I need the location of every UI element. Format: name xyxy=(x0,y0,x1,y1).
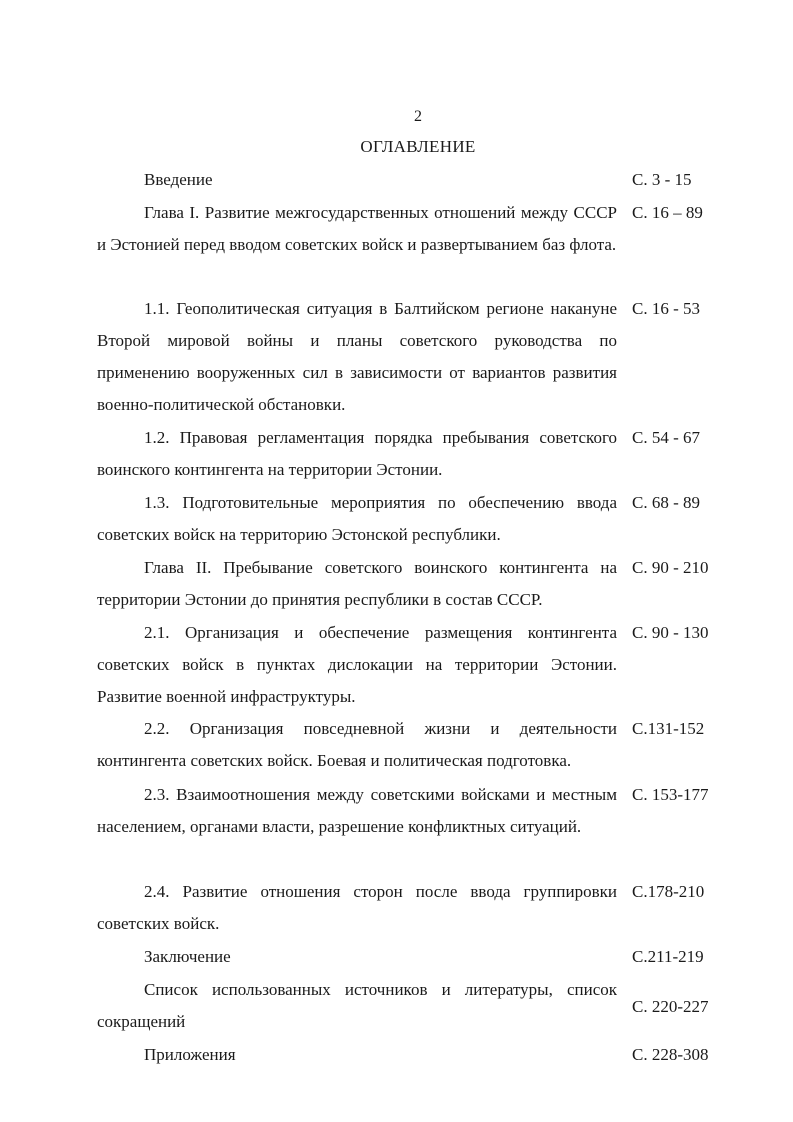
toc-entry-text: Введение xyxy=(144,170,213,189)
toc-entry-text: Глава II. Пребывание советского воинского контингента на территории Эстонии до принятия республики в состав СССР. xyxy=(97,558,617,609)
toc-entry-pages: С. 3 - 15 xyxy=(632,170,692,189)
toc-entry-pages: С. 16 - 53 xyxy=(632,299,700,318)
toc-entry-pages: С. 228-308 xyxy=(632,1045,709,1064)
toc-entry-pages: С. 68 - 89 xyxy=(632,493,700,512)
toc-entry-pages: С. 90 - 130 xyxy=(632,623,709,642)
toc-entry-text: Глава I. Развитие межгосударственных отношений между СССР и Эстонией перед вводом советских войск и развертыванием баз флота. xyxy=(97,203,617,254)
toc-entry-pages: С. 90 - 210 xyxy=(632,558,709,577)
toc-entry-pages: С.131-152 xyxy=(632,719,705,738)
toc-entry-pages: С. 153-177 xyxy=(632,785,709,804)
toc-entry-text: 2.1. Организация и обеспечение размещения контингента советских войск в пунктах дислокации на территории Эстонии. Развитие военной инфраструктуры. xyxy=(97,623,617,706)
toc-entry-pages: С.178-210 xyxy=(632,882,705,901)
toc-title: ОГЛАВЛЕНИЕ xyxy=(360,137,476,156)
toc-entry-text: 1.3. Подготовительные мероприятия по обеспечению ввода советских войск на территорию Эстонской республики. xyxy=(97,493,617,544)
toc-entry-text: 1.1. Геополитическая ситуация в Балтийском регионе накануне Второй мировой войны и планы советского руководства по применению вооруженных сил в зависимости от вариантов развития военно-политической обстановки. xyxy=(97,299,617,414)
page-number: 2 xyxy=(414,108,422,125)
toc-entry-text: 2.3. Взаимоотношения между советскими войсками и местным населением, органами власти, разрешение конфликтных ситуаций. xyxy=(97,785,617,836)
toc-entry-text: 2.4. Развитие отношения сторон после ввода группировки советских войск. xyxy=(97,882,617,933)
toc-entry-pages: С.211-219 xyxy=(632,947,704,966)
toc-entry-text: 2.2. Организация повседневной жизни и деятельности контингента советских войск. Боевая и политическая подготовка. xyxy=(97,719,617,770)
toc-entry-text: Заключение xyxy=(144,947,231,966)
toc-entry-pages: С. 54 - 67 xyxy=(632,428,700,447)
toc-entry-text: Приложения xyxy=(144,1045,236,1064)
toc-entry-pages: С. 16 – 89 xyxy=(632,203,703,222)
toc-entry-text: 1.2. Правовая регламентация порядка пребывания советского воинского контингента на территории Эстонии. xyxy=(97,428,617,479)
toc-entry-text: Список использованных источников и литературы, список сокращений xyxy=(97,980,617,1031)
toc-entry-pages: С. 220-227 xyxy=(632,997,709,1016)
